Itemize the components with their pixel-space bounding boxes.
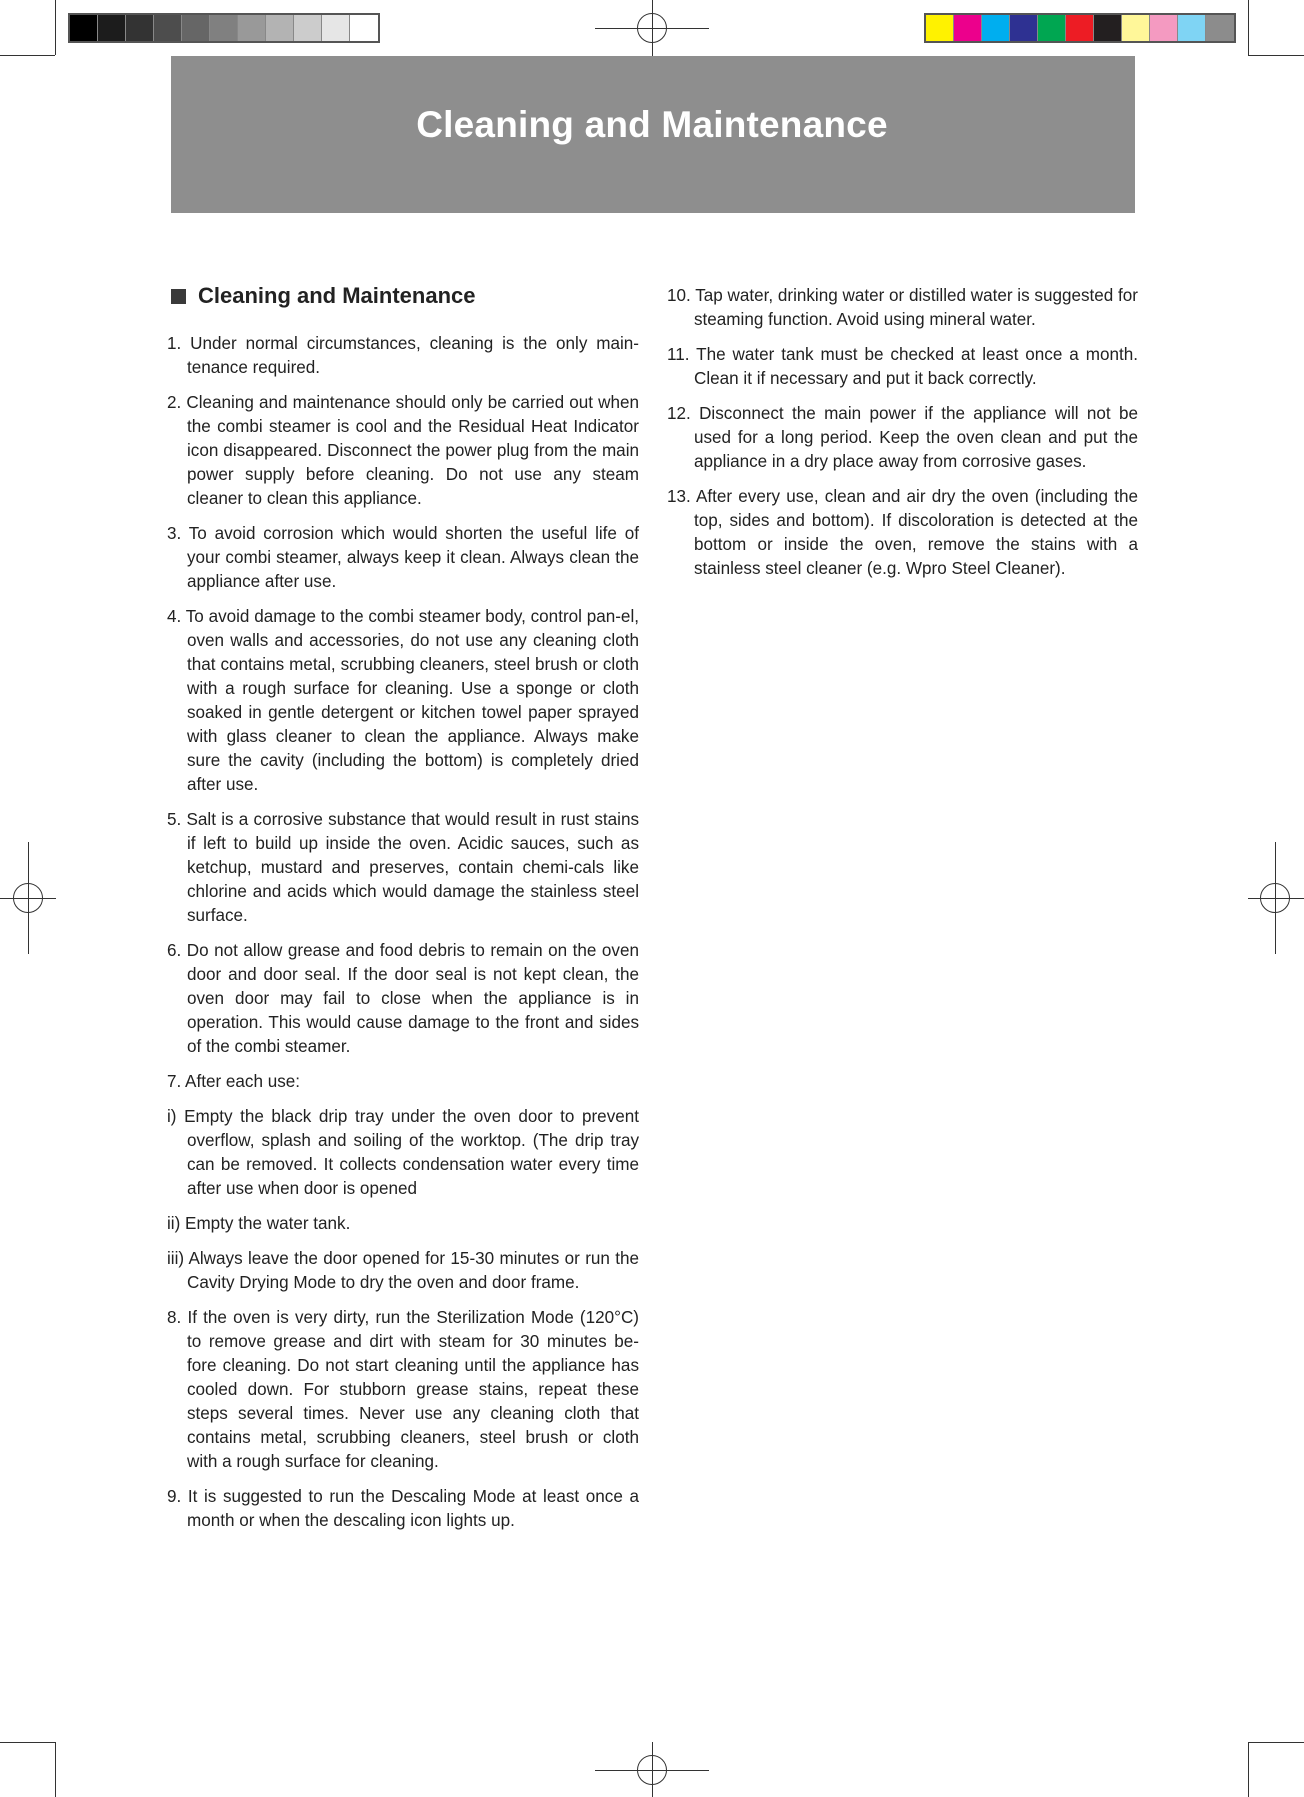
list-item: 8. If the oven is very dirty, run the Sterilization Mode (120°C) to remove grease and dirt with steam for 30 minutes be-fore cleaning. Do not start cleaning until the appliance has cooled down. For stubborn grease stains, repeat these steps several times. Never use any cleaning cloth that contains metal, scrubbing cleaners, steel brush or cloth with a rough surface for cleaning. [167, 1308, 639, 1471]
color-swatch-bar [924, 13, 1236, 43]
color-swatch [210, 15, 238, 41]
grayscale-swatch-bar [68, 13, 380, 43]
crop-mark [1248, 0, 1249, 55]
sub-list-item: ii) Empty the water tank. [167, 1214, 351, 1233]
color-swatch [1178, 15, 1206, 41]
registration-mark [637, 13, 667, 43]
page-title: Cleaning and Maintenance [416, 104, 888, 145]
section-heading [171, 283, 476, 309]
crop-mark [55, 0, 56, 55]
list-item: 9. It is suggested to run the Descaling Mode at least once a month or when the descaling icon lights up. [167, 1487, 639, 1530]
registration-mark [1260, 883, 1290, 913]
color-swatch [294, 15, 322, 41]
sub-list-item: iii) Always leave the door opened for 15-30 minutes or run the Cavity Drying Mode to dry the oven and door frame. [167, 1249, 639, 1292]
color-swatch [322, 15, 350, 41]
color-swatch [126, 15, 154, 41]
crop-mark [0, 1742, 55, 1743]
crop-mark [1248, 1742, 1249, 1797]
color-swatch [182, 15, 210, 41]
color-swatch [238, 15, 266, 41]
color-swatch [1094, 15, 1122, 41]
sub-list-item: i) Empty the black drip tray under the oven door to prevent overflow, splash and soiling of the worktop. (The drip tray can be removed. It collects condensation water every time after use when door is opened [167, 1107, 639, 1198]
color-swatch [154, 15, 182, 41]
color-swatch [982, 15, 1010, 41]
color-swatch [926, 15, 954, 41]
color-swatch [1150, 15, 1178, 41]
section-title: Cleaning and Maintenance [198, 283, 476, 308]
registration-mark [13, 883, 43, 913]
color-swatch [1038, 15, 1066, 41]
list-item: 11. The water tank must be checked at least once a month. Clean it if necessary and put it back correctly. [667, 345, 1138, 388]
color-swatch [954, 15, 982, 41]
list-item: 2. Cleaning and maintenance should only be carried out when the combi steamer is cool and the Residual Heat Indicator icon disappeared. Disconnect the power plug from the main power supply before cleaning. Do not use any steam cleaner to clean this appliance. [167, 393, 639, 508]
list-item: 10. Tap water, drinking water or distilled water is suggested for steaming function. Avoid using mineral water. [667, 286, 1138, 329]
list-item: 4. To avoid damage to the combi steamer body, control pan-el, oven walls and accessories, do not use any cleaning cloth that contains metal, scrubbing cleaners, steel brush or cloth with a rough surface for cleaning. Use a sponge or cloth soaked in gentle detergent or kitchen towel paper sprayed with glass cleaner to clean the appliance. Always make sure the cavity (including the bottom) is completely dried after use. [167, 607, 639, 794]
list-item: 5. Salt is a corrosive substance that would result in rust stains if left to build up inside the oven. Acidic sauces, such as ketchup, mustard and preserves, contain chemi-cals like chlorine and acids which would damage the stainless steel surface. [167, 810, 639, 925]
list-item: 1. Under normal circumstances, cleaning is the only main-tenance required. [167, 334, 639, 377]
list-item: 3. To avoid corrosion which would shorten the useful life of your combi steamer, always keep it clean. Always clean the appliance after use. [167, 524, 639, 591]
crop-mark [0, 55, 55, 56]
list-item-heading: 7. After each use: [167, 1072, 301, 1091]
right-column [667, 284, 1138, 592]
color-swatch [350, 15, 378, 41]
list-item: 12. Disconnect the main power if the appliance will not be used for a long period. Keep the oven clean and put the appliance in a dry place away from corrosive gases. [667, 404, 1138, 471]
color-swatch [1066, 15, 1094, 41]
color-swatch [1206, 15, 1234, 41]
crop-mark [1248, 1742, 1304, 1743]
crop-mark [1248, 55, 1304, 56]
color-swatch [70, 15, 98, 41]
list-item: 6. Do not allow grease and food debris to remain on the oven door and door seal. If the door seal is not kept clean, the oven door may fail to close when the appliance is in operation. This would cause damage to the front and sides of the combi steamer. [167, 941, 639, 1056]
color-swatch [1122, 15, 1150, 41]
color-swatch [1010, 15, 1038, 41]
list-item: 13. After every use, clean and air dry the oven (including the top, sides and bottom). If discoloration is detected at the bottom or inside the oven, remove the stains with a stainless steel cleaner (e.g. Wpro Steel Cleaner). [667, 487, 1138, 578]
square-bullet-icon [171, 289, 186, 304]
left-column [167, 332, 639, 1544]
color-swatch [98, 15, 126, 41]
crop-mark [55, 1742, 56, 1797]
color-swatch [266, 15, 294, 41]
registration-mark [637, 1755, 667, 1785]
